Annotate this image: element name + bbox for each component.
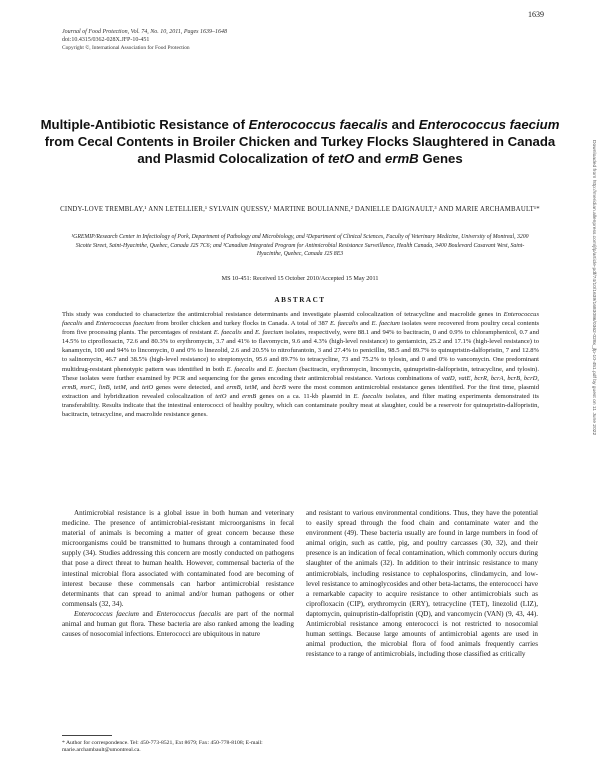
abstract-heading: ABSTRACT — [274, 296, 326, 304]
abstract-run: and — [358, 320, 372, 328]
body-column-right — [306, 508, 538, 659]
abstract-italic: E. faecium — [254, 329, 284, 337]
abstract-run: (bacitracin, erythromycin, lincomycin, quinupristin-dalfopristin, tetracycline, and tylosin). These isolates were further examined by PCR and sequencing for the genes encoding their antimicrobial resistance. Various combinations of — [62, 365, 539, 382]
copyright: Copyright ©, International Association for Food Protection — [62, 45, 190, 51]
abstract-run: and — [258, 383, 273, 391]
footnote-divider — [62, 735, 112, 736]
journal-citation: Journal of Food Protection, Vol. 74, No. 10, 2011, Pages 1639–1648 — [62, 29, 227, 35]
abstract-italic: E. faecium — [268, 365, 298, 373]
abstract-run: isolates, and filter mating experiments demonstrated its transferability. Results indicate that the intestinal enterococci of healthy poultry, which can contaminate poultry meat at slaughter, could be a reservoir for quinupristin-dalfopristin, bacitracin, tetracycline, and macrolide resistance genes. — [62, 392, 539, 419]
abstract-run: and — [254, 365, 269, 373]
abstract-run: isolates, respectively, were 88.1 and 94% to bacitracin, 0 and 0.9% to chloramphenicol, 0.7 and 14.5% to ciprofloxacin, 72.6 and 80.3% to erythromycin, 3.7 and 41% to flavomycin, 9.6 and 4.3% (high-level resistance) to gentamicin, 25.2 and 17.1% (high-level resistance) to kanamycin, 100 and 94% to lincomycin, 0 and 0% to linezolid, 2.6 and 20.5% to nitrofurantoin, 3 and 27.4% to penicillin, 98.5 and 89.7% to quinupristin-dalfopristin, 7 and 12.8% to salinomycin, 46.7 and 38.5% (high-level resistance) to streptomycin, 95.6 and 89.7% to tetracycline, 73 and 75.2% to tylosin, and 0 and 0% to vancomycin. One predominant multidrug-resistant phenotypic pattern was identified in both — [62, 329, 539, 373]
abstract-run: and — [241, 329, 255, 337]
body-column-left — [62, 508, 294, 639]
title-gene: ermB — [384, 151, 419, 166]
species-name: Enterococcus faecalis — [156, 609, 221, 618]
doi: doi:10.4315/0362-028X.JFP-10-451 — [62, 37, 150, 43]
abstract-run: isolates were recovered from poultry cecal contents from five processing plants. The percentages of resistant — [62, 320, 540, 337]
footnote: * Author for correspondence. Tel: 450-773-8521, Ext 8679; Fax: 450-778-8108; E-mail: marie.archambault@umontreal.ca. — [62, 740, 263, 754]
abstract-run: were the most common antimicrobial resistance genes identified. For the first time, plasmid extraction and hybridization revealed colocalization of — [62, 383, 540, 400]
journal-header — [62, 28, 227, 52]
abstract-italic: ermB — [242, 392, 257, 400]
affiliations: ¹GREMIP/Research Center in Infectiology of Pork, Department of Pathology and Microbiology, and ²Department of Clinical Sciences, Faculty of Veterinary Medicine, University of Montreal, 3200 Sicotte Street, Saint-Hyacinthe, Quebec, Canada J2S 7C6; and ³Canadian Integrated Program for Antimicrobial Resistance Surveillance, Health Canada, 3400 Boulevard Casavant West, Saint-Hyacinthe, Quebec, Canada J2S 8E3 — [71, 234, 529, 258]
abstract-italic: E. faecalis — [213, 329, 242, 337]
abstract-italic: tetO — [141, 383, 154, 391]
title-part: and — [387, 117, 419, 132]
abstract-run: This study was conducted to characterize the antimicrobial resistance determinants and investigate plasmid colocalization of tetracycline and macrolide genes in — [62, 311, 504, 318]
page-number: 1639 — [528, 10, 544, 19]
abstract-italic: Enterococcus faecium — [95, 320, 154, 328]
abstract-italic: ermB, tetM, — [226, 383, 259, 391]
title-species: Enterococcus faecalis — [248, 117, 388, 132]
abstract-italic: vatD, vatE, bcrR, bcrA, bcrB, bcrD, ermB, msrC, linB, tetM, — [62, 374, 539, 391]
manuscript-info: MS 10-451: Received 15 October 2010/Accepted 15 May 2011 — [221, 275, 379, 282]
abstract-run: and — [127, 383, 142, 391]
abstract-italic: E. faecalis — [226, 365, 255, 373]
abstract-italic: E. faecalis — [330, 320, 359, 328]
title-gene: tetO — [327, 151, 355, 166]
abstract-run: and — [226, 392, 243, 400]
title-part: Genes — [418, 151, 463, 166]
paragraph: Antimicrobial resistance is a global issue in both human and veterinary medicine. The presence of antimicrobial-resistant microorganisms in fecal material of animals is becoming a matter of great concern because these microorganisms could be transmitted to humans through a contaminated food supply (34). Studies addressing this concern are mostly conducted on pathogens that pose a direct threat to human health. However, commensal bacteria of the intestinal microbial flora associated with contaminated food are becoming of interest because these commensals can harbor antimicrobial resistance determinants that can spread to animal and/or human pathogens or other commensals (32, 34). — [62, 509, 294, 608]
title-part: and — [354, 151, 385, 166]
abstract-run: genes on a ca. 11-kb plasmid in — [256, 392, 354, 400]
paragraph: and resistant to various environmental conditions. Thus, they have the potential to easily spread through the food chain and contaminate water and the environment (49). These bacteria usually are found in large numbers in food of animal origin, such as cattle, pig, and poultry carcasses (30, 32), and their presence is an indication of fecal contamination, which commonly occurs during slaughter of the animals (32). In addition to their intrinsic resistance to many antimicrobials, including resistance to cephalosporins, clindamycin, and low-level resistance to aminoglycosides and other beta-lactams, the enterococci have a remarkable capacity to acquire resistance to other antimicrobials such as ciprofloxacin (CIP), erythromycin (ERY), tetracycline (TET), linezolid (LIZ), daptomycin, quinupristin-dalfopristin (QD), and vancomycin (VAN) (9, 43, 44). Antimicrobial resistance among enterococci is not restricted to nosocomial human settings. Because large amounts of antimicrobial agents are used in animal production, the microbial flora of food animals frequently carries resistance to a range of antimicrobials, including those classified as critically — [306, 509, 538, 659]
title-part: from Cecal Contents in Broiler Chicken and Turkey Flocks Slaughtered in Canada and Plasmid Colocalization of — [44, 134, 556, 166]
abstract-italic: E. faecium — [371, 320, 400, 328]
title-part: Multiple-Antibiotic Resistance of — [40, 117, 249, 132]
abstract-run: genes were detected, and — [153, 383, 227, 391]
abstract-run: and — [82, 320, 96, 328]
author-list: CINDY-LOVE TREMBLAY,¹ ANN LETELLIER,¹ SYLVAIN QUESSY,¹ MARTINE BOULIANNE,² DANIELLE DAIGNAULT,³ AND MARIE ARCHAMBAULT¹* — [60, 206, 540, 213]
abstract-italic: bcrB — [272, 383, 286, 391]
paragraph — [62, 609, 294, 639]
text-run: and — [138, 609, 157, 618]
abstract-italic: E. faecalis — [353, 392, 383, 400]
abstract-run: from broiler chicken and turkey flocks in Canada. A total of 387 — [153, 320, 331, 328]
abstract-text — [62, 310, 539, 419]
abstract-italic: tetO — [215, 392, 227, 400]
text-run: are part of the normal animal and human gut flora. These bacteria are also ranked among the leading causes of nosocomial infections. Enterococci are ubiquitous in nature — [62, 609, 294, 639]
article-title — [40, 116, 560, 167]
download-notice[interactable]: Downloaded from http://meridian.allenpress.com/jfp/article-pdf/74/10/1639/1683086/0362-028x_jfp-10-451.pdf by guest on 11 June 2022 — [591, 140, 596, 436]
species-name: Enterococcus faecium — [74, 609, 139, 618]
title-species: Enterococcus faecium — [418, 117, 560, 132]
abstract-italic: Enterococcus faecalis — [62, 311, 539, 328]
download-sidebar — [588, 140, 598, 620]
